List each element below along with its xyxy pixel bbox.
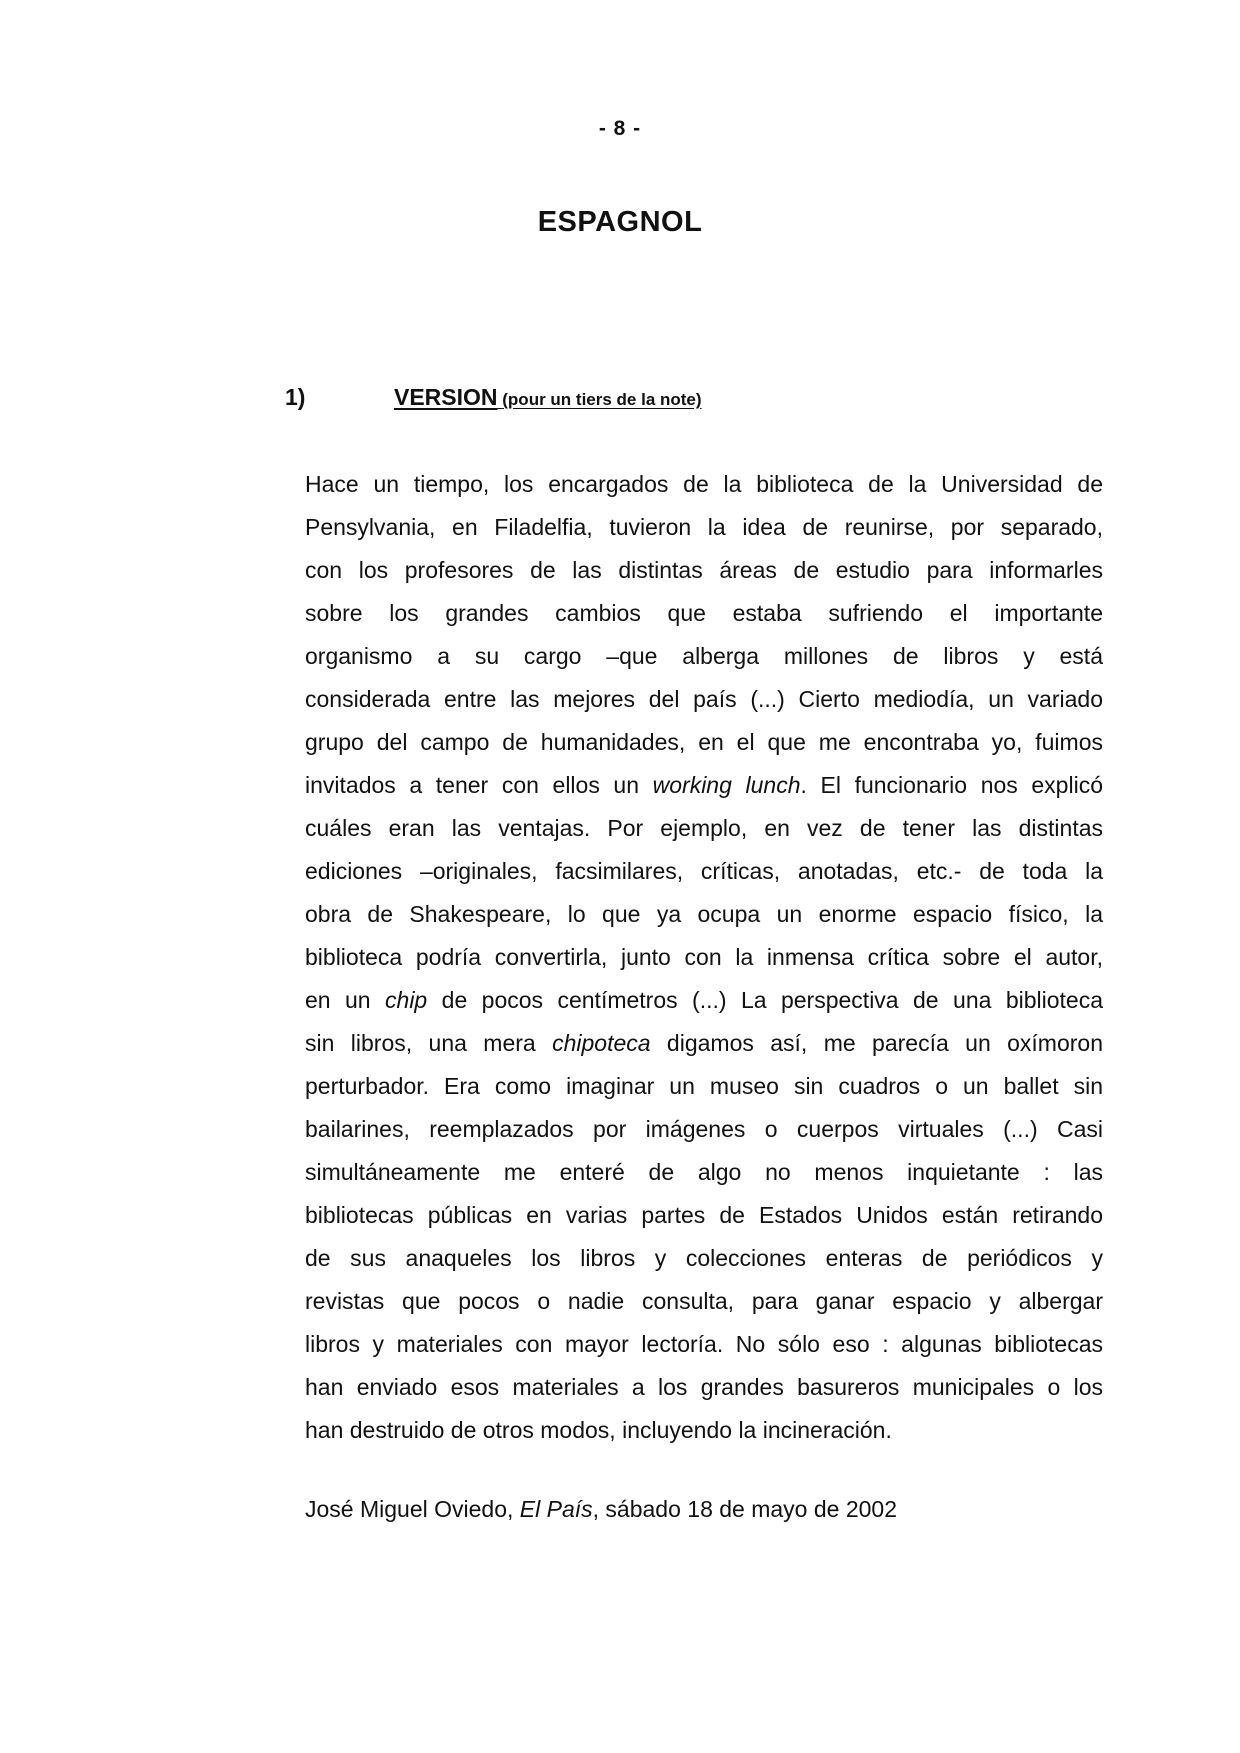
line-text: en un <box>305 987 386 1013</box>
page-number: - 8 - <box>598 117 642 140</box>
section-title: VERSION <box>394 384 498 410</box>
passage-line: simultáneamente me enteré de algo no menos inquietante : las <box>305 1159 1103 1185</box>
document-title: ESPAGNOL <box>537 206 703 238</box>
passage <box>305 463 1103 1452</box>
passage-line: bibliotecas públicas en varias partes de Estados Unidos están retirando <box>305 1202 1103 1228</box>
passage-line: considerada entre las mejores del país (...) Cierto mediodía, un variado <box>305 686 1103 712</box>
passage-line: Pensylvania, en Filadelfia, tuvieron la idea de reunirse, por separado, <box>305 514 1103 540</box>
passage-line: obra de Shakespeare, lo que ya ocupa un enorme espacio físico, la <box>305 901 1103 927</box>
source-citation <box>305 1496 897 1523</box>
line-text: de pocos centímetros (...) La perspectiva de una biblioteca <box>427 987 1104 1013</box>
passage-line: organismo a su cargo –que alberga millones de libros y está <box>305 643 1103 669</box>
passage-line: con los profesores de las distintas áreas de estudio para informarles <box>305 557 1103 583</box>
source-date: , sábado 18 de mayo de 2002 <box>592 1496 898 1522</box>
passage-line: ediciones –originales, facsimilares, críticas, anotadas, etc.- de toda la <box>305 858 1103 884</box>
section-note <box>498 390 702 409</box>
italic-term: working lunch <box>652 772 801 798</box>
italic-term: chip <box>385 987 428 1013</box>
passage-line: Hace un tiempo, los encargados de la biblioteca de la Universidad de <box>305 471 1103 497</box>
passage-line <box>305 1022 1103 1065</box>
passage-line: biblioteca podría convertirla, junto con la inmensa crítica sobre el autor, <box>305 944 1103 970</box>
line-text: digamos así, me parecía un oxímoron <box>650 1030 1103 1056</box>
passage-line: perturbador. Era como imaginar un museo sin cuadros o un ballet sin <box>305 1073 1103 1099</box>
source-author: José Miguel Oviedo, <box>305 1496 520 1522</box>
section-number: 1) <box>285 384 306 410</box>
passage-line: han destruido de otros modos, incluyendo la incineración. <box>305 1417 892 1443</box>
passage-line: cuáles eran las ventajas. Por ejemplo, en vez de tener las distintas <box>305 815 1103 841</box>
passage-line <box>305 979 1103 1022</box>
line-text: sin libros, una mera <box>305 1030 553 1056</box>
passage-line: revistas que pocos o nadie consulta, para ganar espacio y albergar <box>305 1288 1103 1314</box>
passage-line <box>305 764 1103 807</box>
passage-line: sobre los grandes cambios que estaba sufriendo el importante <box>305 600 1103 626</box>
passage-line: han enviado esos materiales a los grandes basureros municipales o los <box>305 1374 1103 1400</box>
passage-line: bailarines, reemplazados por imágenes o cuerpos virtuales (...) Casi <box>305 1116 1103 1142</box>
source-publication: El País <box>519 1496 593 1522</box>
passage-line: grupo del campo de humanidades, en el que me encontraba yo, fuimos <box>305 729 1103 755</box>
section-note-text: (pour un tiers de la note) <box>502 390 702 409</box>
passage-line: de sus anaqueles los libros y colecciones enteras de periódicos y <box>305 1245 1103 1271</box>
italic-term: chipoteca <box>552 1030 651 1056</box>
passage-line: libros y materiales con mayor lectoría. No sólo eso : algunas bibliotecas <box>305 1331 1103 1357</box>
line-text: invitados a tener con ellos un <box>305 772 653 798</box>
section-heading <box>285 384 702 411</box>
line-text: . El funcionario nos explicó <box>800 772 1103 798</box>
